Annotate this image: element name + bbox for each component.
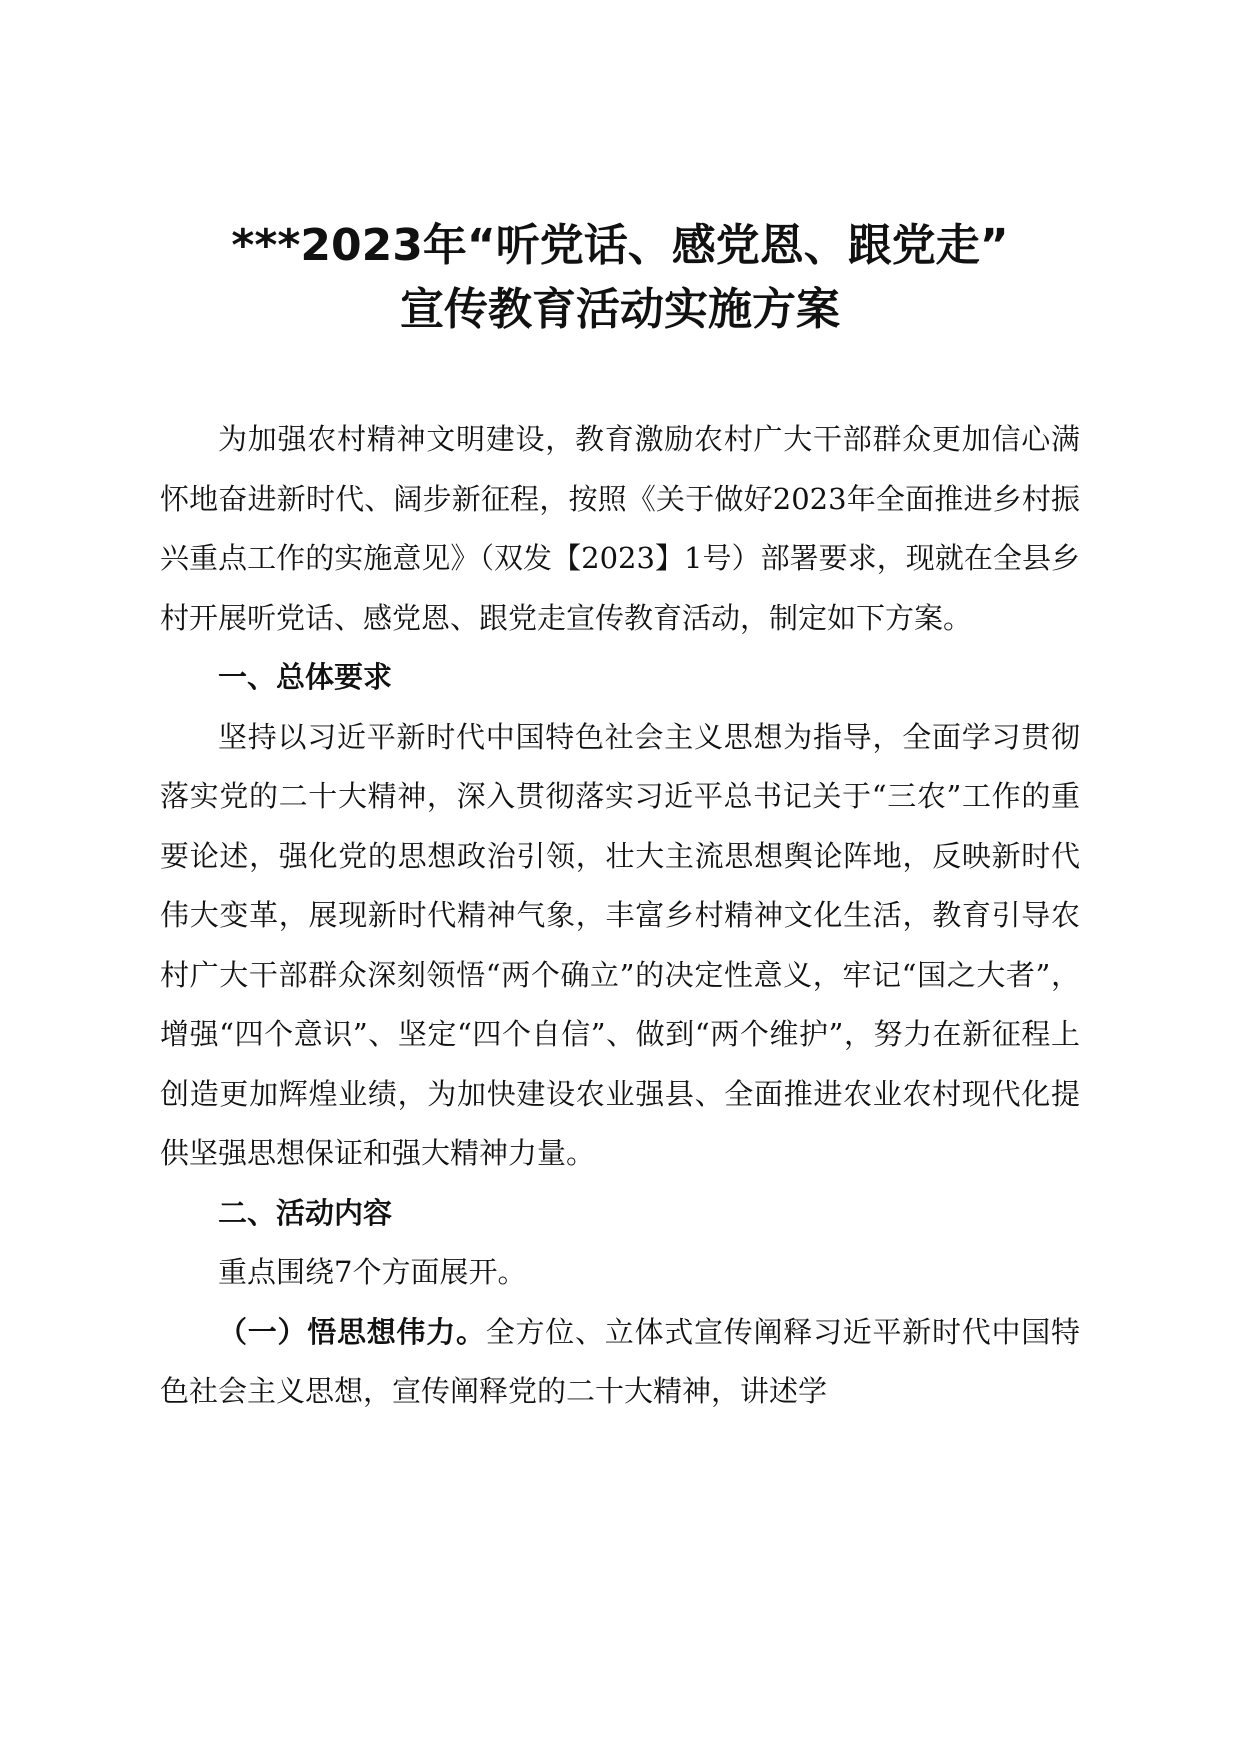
- document-body: [160, 410, 1080, 1422]
- section-2-intro: 重点围绕7个方面展开。: [218, 1255, 527, 1289]
- section-1-paragraph: 坚持以习近平新时代中国特色社会主义思想为指导，全面学习贯彻落实党的二十大精神，深入贯彻落实习近平总书记关于“三农”工作的重要论述，强化党的思想政治引领，壮大主流思想舆论阵地，反映新时代伟大变革，展现新时代精神气象，丰富乡村精神文化生活，教育引导农村广大干部群众深刻领悟“两个确立”的决定性意义，牢记“国之大者”，增强“四个意识”、坚定“四个自信”、做到“两个维护”，努力在新征程上创造更加辉煌业绩，为加快建设农业强县、全面推进农业农村现代化提供坚强思想保证和强大精神力量。: [160, 719, 1080, 1170]
- document-title: [160, 214, 1080, 342]
- item-1-paragraph: [160, 1303, 1080, 1422]
- section-1-heading: 一、总体要求: [218, 660, 393, 694]
- item-1-body: 全方位、立体式宣传阐释习近平新时代中国特色社会主义思想，宣传阐释党的二十大精神，讲述学: [160, 1314, 1080, 1408]
- intro-paragraph: 为加强农村精神文明建设，教育激励农村广大干部群众更加信心满怀地奋进新时代、阔步新征程，按照《关于做好2023年全面推进乡村振兴重点工作的实施意见》（双发【2023】1号）部署要求，现就在全县乡村开展听党话、感党恩、跟党走宣传教育活动，制定如下方案。: [160, 422, 1080, 635]
- title-line-1: ***2023年“听党话、感党恩、跟党走”: [231, 220, 1009, 271]
- item-1-heading: （一）悟思想伟力。: [218, 1314, 486, 1349]
- title-line-2: 宣传教育活动实施方案: [400, 284, 840, 335]
- section-2-heading: 二、活动内容: [218, 1195, 393, 1230]
